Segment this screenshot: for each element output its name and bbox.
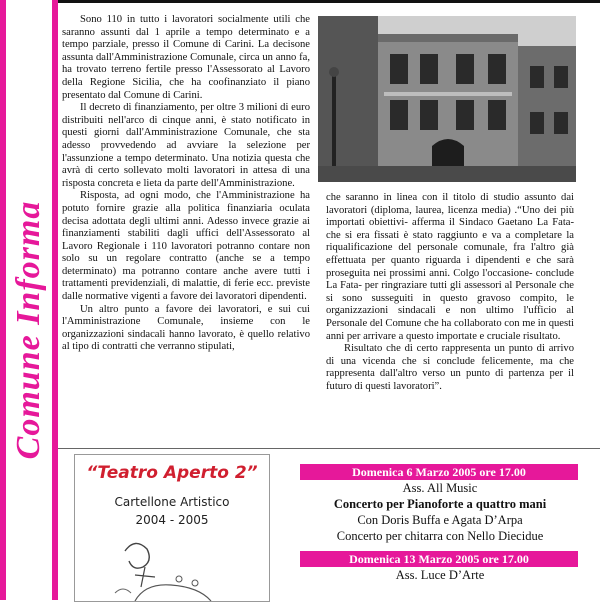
article-paragraph: Risultato che di certo rappresenta un punto di arrivo di una vicenda che si conclude felicemente, ma che rappresenta dall'altro verso un punto di partenza per il futuro di questi lavoratori”. [326, 343, 574, 392]
event-detail: Concerto per chitarra con Nello Diecidue [336, 529, 544, 543]
event-association: Ass. Luce D’Arte [395, 568, 485, 582]
section-divider [58, 448, 600, 449]
building-photo-illustration [318, 16, 576, 182]
event-association: Ass. All Music [402, 481, 478, 495]
article-paragraph: Sono 110 in tutto i lavoratori socialmente utili che saranno assunti dal 1 aprile a tempo determinato e a tempo parziale, presso il Comune di Carini. La decisone assunta dall'Amministrazione Comunale, circa un anno fa, ha trovato terreno fertile presso l'Assessorato al Lavoro della Regione Sicilia, che ha coofinanziato il piano presentato dal Comune di Carini. [62, 14, 310, 101]
article-paragraph: Il decreto di finanziamento, per oltre 3 milioni di euro distribuiti nell'arco di cinque anni, è stato notificato in questi giorni dall'Amministrazione Comunale, che sta adesso provvedendo ad avviare la selezione per l'assunzione a tempo determinato. Una notizia questa che avrà di certo sollevato molti lavoratori in attesa di una risposta concreta e lieta da parte dell'Amministrazione. [62, 102, 310, 189]
poster-title: “Teatro Aperto 2” [86, 463, 258, 483]
poster-subtitle: Cartellone Artistico [114, 495, 230, 509]
sidebar-band [0, 0, 58, 600]
event-date: Domenica 13 Marzo 2005 ore 17.00 [300, 551, 578, 567]
article-paragraph: Risposta, ad ogni modo, che l'Amministrazione ha potuto fornire grazie alla politica finanziaria oculata decisa adottata degli ultimi anni. Adesso invece grazie ai finanziamenti stabiliti dagli uffici dell'Assessorato al Lavoro Regionale i 110 lavoratori potranno contare non solo su un regolare contratto (anche se a tempo determinato) ma potranno contare anche avere tutti i trattamenti previdenziali, di malattie, di ferie ecc. previste dalle normative vigenti a favore dei lavoratori dipendenti. [62, 190, 310, 303]
event-performers: Con Doris Buffa e Agata D’Arpa [357, 513, 523, 527]
article-paragraph: Un altro punto a favore dei lavoratori, e sui cui l'Amministrazione Comunale, insieme con le organizzazioni sindacali hanno lavorato, è quello relativo al tipo di contratti che verranno stipulati, [62, 303, 310, 353]
town-hall-photo [318, 16, 576, 182]
article-column-2 [326, 192, 574, 442]
event-date: Domenica 6 Marzo 2005 ore 17.00 [300, 464, 578, 480]
poster-years: 2004 - 2005 [135, 513, 209, 527]
event-title: Concerto per Pianoforte a quattro mani [333, 497, 547, 511]
poster-sketch-icon [75, 531, 269, 601]
section-title: Comune Informa [10, 200, 47, 460]
article-column-1 [62, 14, 310, 444]
top-rule [58, 0, 600, 3]
event-listing [292, 464, 588, 583]
theatre-poster [74, 454, 270, 602]
article-paragraph: che saranno in linea con il titolo di studio assunto dai lavoratori (diploma, laurea, licenza media) .“Uno dei più importati obiettivi- afferma il Sindaco Gaetano La Fata- che si era fissati è stato raggiunto e va a completare la riqualificazione del personale comunale, fra l'altro già effettuata per quanto riguarda i dipendenti e che sarà proseguita nei prossimi anni. Colgo l'occasione- conclude La Fata- per ringraziare tutti gli assessori al Personale che si sono susseguiti in questo gravoso compito, le organizzazioni sindacali e non ultimo l'ufficio al Personale del Comune che ha collaborato con me in questi anni per arrivare a questo importate e cruciale risultato. [326, 192, 574, 342]
